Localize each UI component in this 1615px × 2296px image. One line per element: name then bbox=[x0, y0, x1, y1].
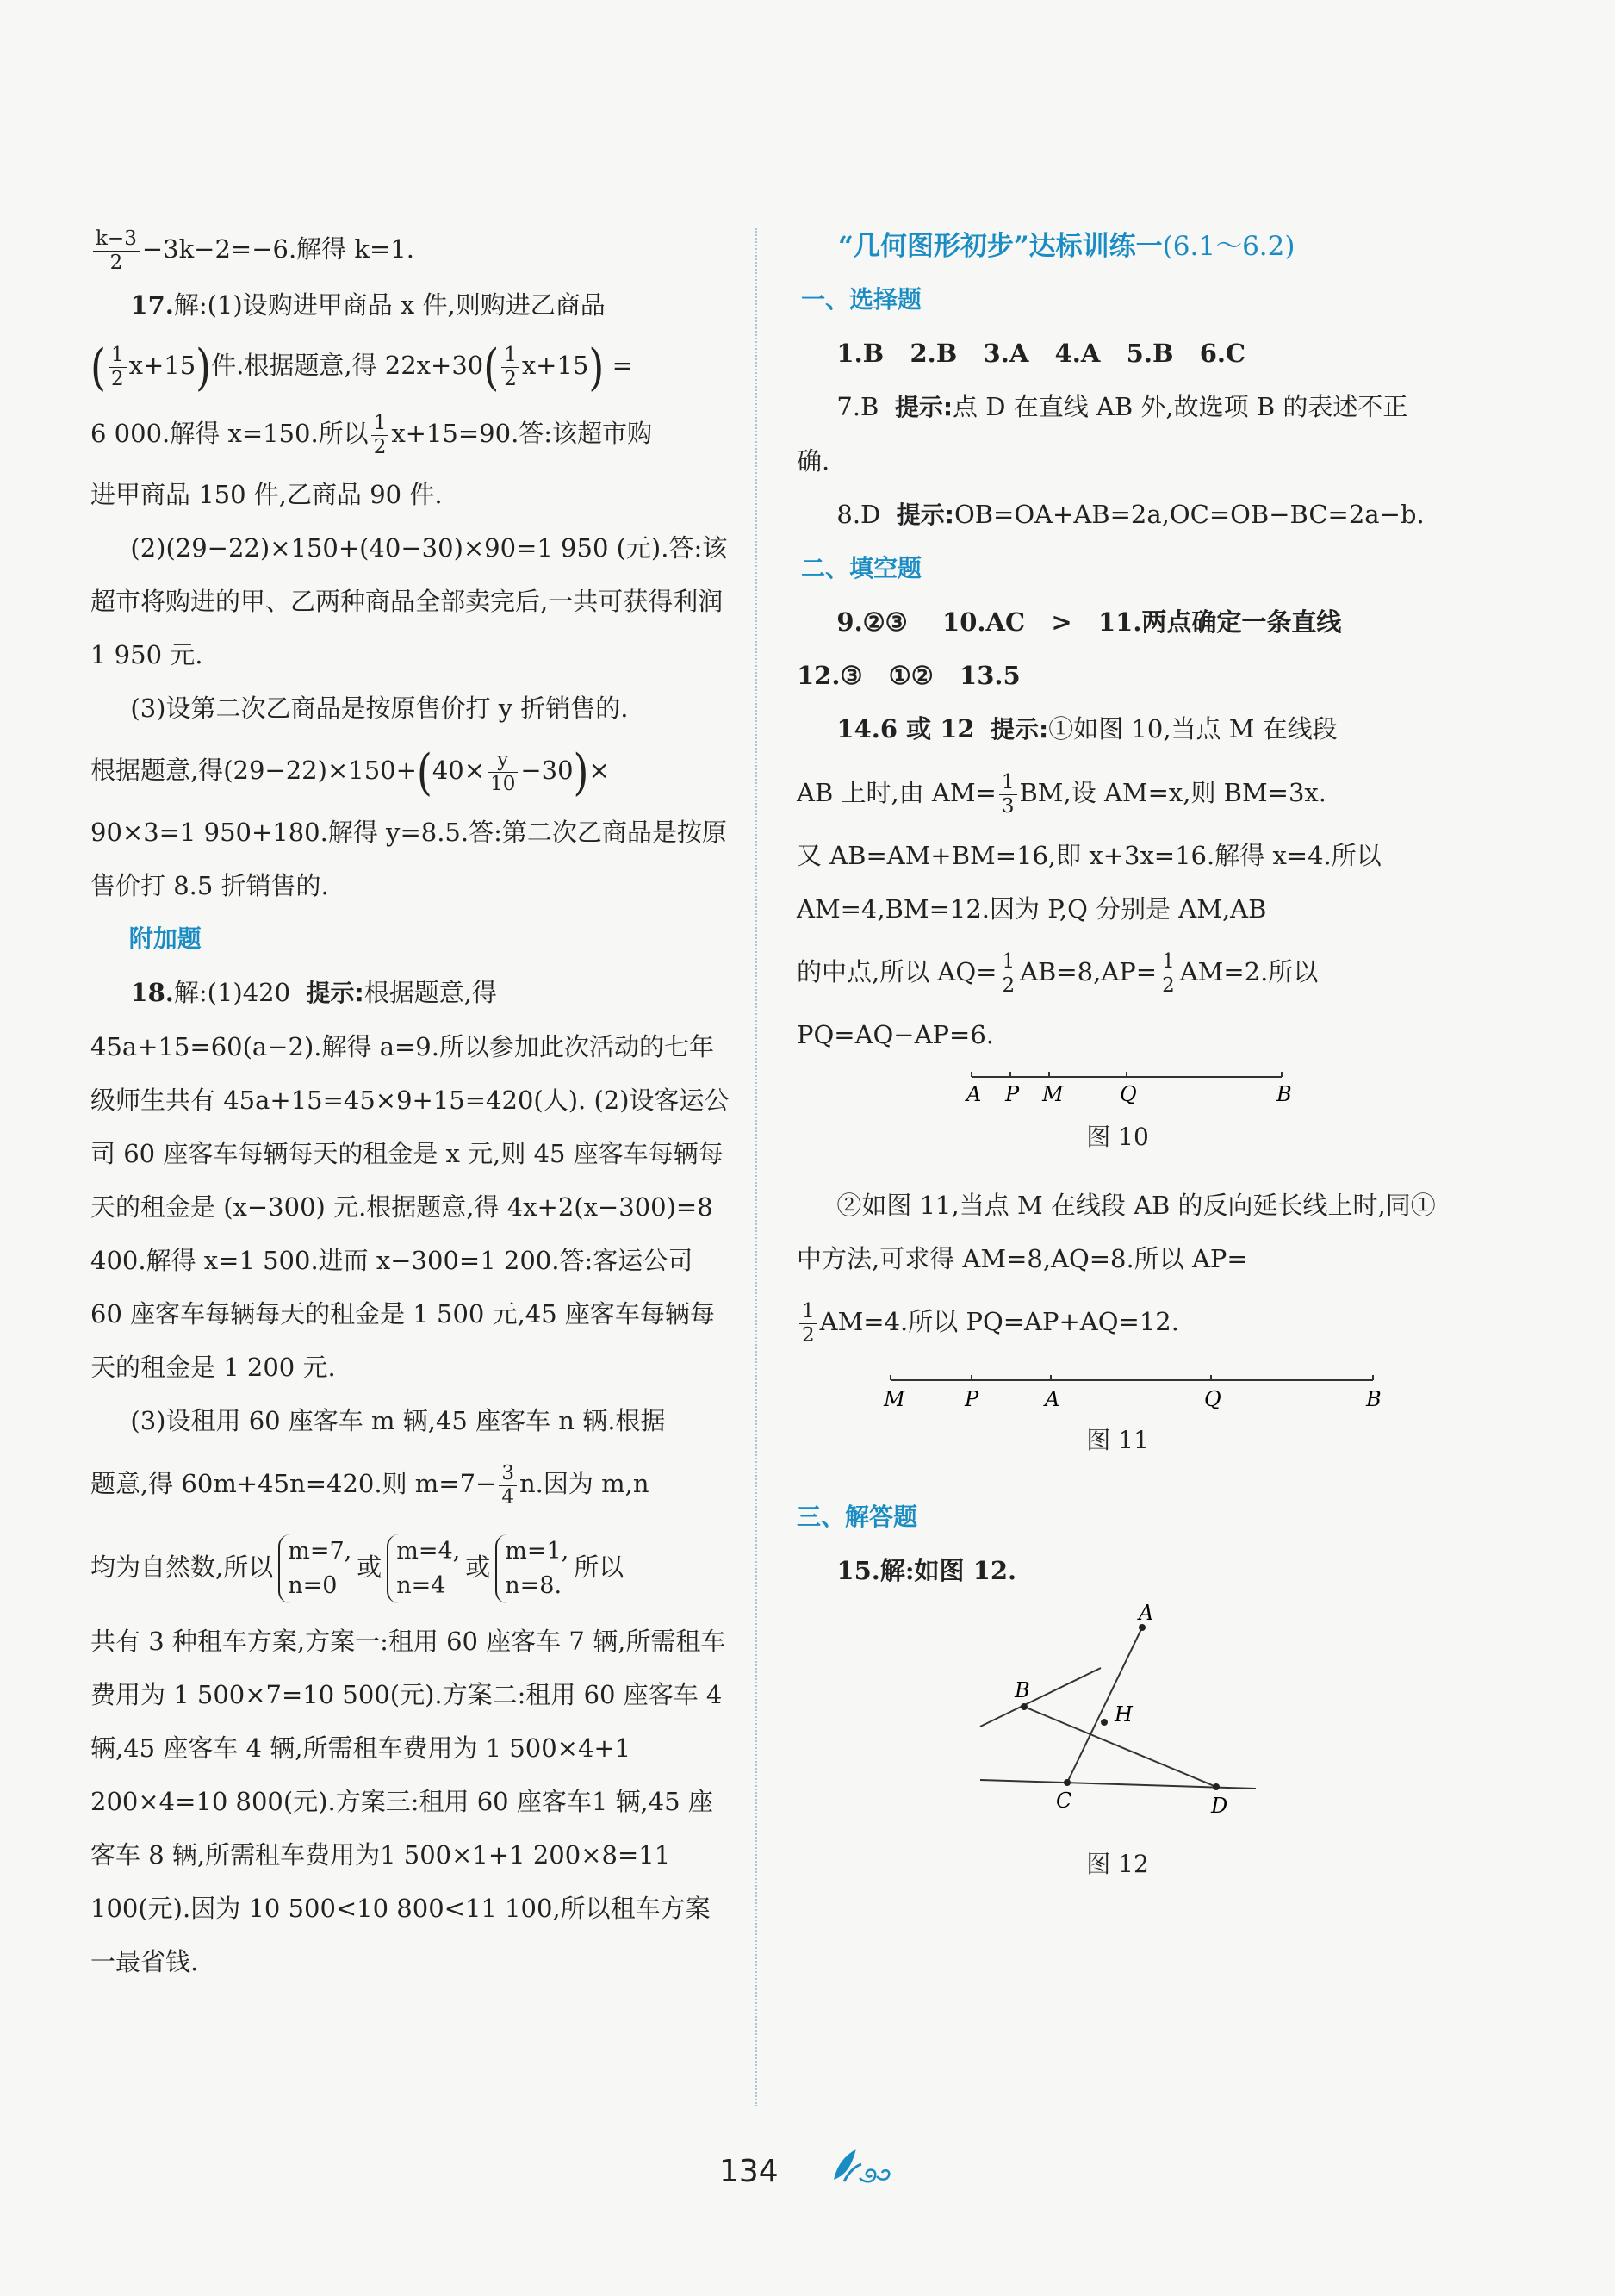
q7-hint-label: 提示: bbox=[894, 393, 953, 421]
paren-open: ( bbox=[483, 338, 500, 396]
fig12-point-B bbox=[1021, 1703, 1028, 1710]
figure-12 bbox=[963, 1601, 1273, 1839]
q18-body: 根据题意,得 45a+15=60(a−2).解得 a=9.所以参加此次活动的七年级师生共有 45a+15=45×9+15=420(人). (2)设客运公司 60 座客车每辆每天的租金是 x 元,则 45 座客车每辆每天的租金是 (x−300) 元.根据题意,得 4x+2(x−300)=8 400.解得 x=1 500.进而 x−300=1 200.答:客运公司 60 座客车每辆每天的租金是 1 500 元,45 座客车每辆每天的租金是 1 200 元. bbox=[90, 978, 730, 1382]
q18-d1: 题意,得 60m+45n=420.则 m=7− bbox=[90, 1469, 497, 1498]
q17-l2d: = bbox=[612, 351, 633, 380]
frac-den: 2 bbox=[373, 435, 387, 458]
q17-p3e: × bbox=[588, 756, 610, 785]
q17-p3d: −30 bbox=[520, 756, 574, 785]
q7-hint-text: 点 D 在直线 AB 外,故选项 B 的表述不正确. bbox=[797, 392, 1408, 476]
q17-number: 17. bbox=[130, 290, 174, 320]
q18-conclusion: 共有 3 种租车方案,方案一:租用 60 座客车 7 辆,所需租车费用为 1 500×7=10 500(元).方案二:租用 60 座客车 4 辆,45 座客车 4 辆,所需租车费用为 1 500×4+1 200×4=10 800(元).方案三:租用 60 座客车1 辆,45 座客车 8 辆,所需租车费用为1 500×1+1 200×8=11 100(元).因为 10 500<10 800<11 100,所以租车方案一最省钱. bbox=[90, 1627, 726, 1976]
section-title bbox=[797, 220, 1438, 273]
q8 bbox=[797, 488, 1438, 542]
frac-num: 1 bbox=[501, 344, 519, 368]
fig10-label-Q: Q bbox=[1119, 1082, 1137, 1106]
q18-part1 bbox=[90, 966, 732, 1394]
sys-eq: n=4 bbox=[396, 1572, 446, 1599]
q14-c1: AB 上时,由 AM= bbox=[797, 778, 997, 807]
q17-l2b: 件.根据题意,得 22x+30 bbox=[211, 351, 484, 380]
title-range: (6.1～6.2) bbox=[1162, 231, 1295, 262]
q18-systems-line bbox=[90, 1520, 732, 1615]
section-answer: 三、解答题 bbox=[797, 1503, 918, 1531]
leaf-shape bbox=[834, 2149, 856, 2180]
frac-num: 1 bbox=[999, 950, 1017, 974]
q14-h: AM=4.所以 PQ=AP+AQ=12. bbox=[819, 1307, 1179, 1336]
figure-12-diagram bbox=[963, 1601, 1273, 1839]
fraction-half bbox=[109, 344, 127, 391]
system-2 bbox=[387, 1534, 460, 1603]
q8-hint-label: 提示: bbox=[896, 501, 954, 529]
q17-l3a: 6 000.解得 x=150.所以 bbox=[90, 419, 369, 448]
q17-part2: (2)(29−22)×150+(40−30)×90=1 950 (元).答:该超市将购进的甲、乙两种商品全部卖完后,一共可获得利润 1 950 元. bbox=[90, 533, 728, 669]
q14-part2: ②如图 11,当点 M 在线段 AB 的反向延长线上时,同①中方法,可求得 AM=8,AQ=8.所以 AP= bbox=[797, 1191, 1436, 1273]
q17-line1 bbox=[90, 278, 732, 332]
fig12-point-H bbox=[1101, 1719, 1108, 1726]
figure-11 bbox=[860, 1370, 1382, 1415]
sys-eq: n=0 bbox=[288, 1572, 338, 1599]
q8-answer: 8.D bbox=[836, 500, 881, 529]
mc-answers: 1.B 2.B 3.A 4.A 5.B 6.C bbox=[836, 339, 1246, 368]
frac-num: 1 bbox=[109, 344, 127, 368]
fraction-half bbox=[1159, 950, 1177, 998]
q17-part3-line1: (3)设第二次乙商品是按原售价打 y 折销售的. bbox=[130, 694, 629, 723]
frac-den: 2 bbox=[1162, 974, 1175, 997]
swirl-2 bbox=[877, 2170, 889, 2179]
q17-l3b: x+15=90.答:该超市购 bbox=[391, 419, 653, 448]
q17-text1: 解:(1)设购进甲商品 x 件,则购进乙商品 bbox=[173, 290, 606, 320]
fig12-point-A bbox=[1139, 1624, 1146, 1631]
q18-part3-line1: (3)设租用 60 座客车 m 辆,45 座客车 n 辆.根据 bbox=[130, 1406, 666, 1435]
fig11-label-B: B bbox=[1365, 1387, 1382, 1411]
q7 bbox=[797, 380, 1438, 488]
q17-l2a: x+15 bbox=[128, 351, 196, 380]
fig11-label-M: M bbox=[883, 1387, 905, 1411]
fill-answers-2: 12.③ ①② 13.5 bbox=[797, 661, 1021, 690]
column-divider bbox=[755, 228, 757, 2106]
fig12-label-A: A bbox=[1138, 1601, 1153, 1625]
fraction-k3 bbox=[93, 227, 140, 275]
frac-num: y bbox=[488, 749, 518, 773]
q14-e2: AB=8,AP= bbox=[1020, 957, 1158, 986]
q17-line3 bbox=[90, 399, 732, 468]
q18-d2: n.因为 m,n bbox=[519, 1469, 649, 1498]
frac-den: 10 bbox=[490, 772, 516, 795]
sys-eq: m=4, bbox=[396, 1538, 461, 1565]
fraction-half bbox=[999, 950, 1017, 998]
leaf-swirl-graphic bbox=[827, 2145, 896, 2188]
fig10-label-A: A bbox=[966, 1082, 981, 1106]
q17-l2c: x+15 bbox=[521, 351, 589, 380]
paren-close: ) bbox=[196, 338, 212, 396]
frac-den: 2 bbox=[109, 251, 123, 274]
fraction-y10 bbox=[488, 749, 518, 796]
q18-number: 18. bbox=[130, 978, 174, 1007]
fig10-label-M: M bbox=[1041, 1082, 1064, 1106]
k-equation-text: −3k−2=−6.解得 k=1. bbox=[141, 234, 414, 264]
figure-10 bbox=[937, 1068, 1299, 1111]
paren-open: ( bbox=[416, 743, 432, 801]
q17-line4: 进甲商品 150 件,乙商品 90 件. bbox=[90, 480, 443, 509]
system-3 bbox=[495, 1534, 568, 1603]
frac-num: k−3 bbox=[93, 227, 140, 252]
or-text: 或 bbox=[465, 1552, 491, 1582]
q18-hint-label: 提示: bbox=[306, 979, 364, 1007]
fig12-label-H: H bbox=[1114, 1702, 1133, 1727]
fraction-threequarter bbox=[499, 1462, 517, 1509]
frac-num: 3 bbox=[499, 1462, 517, 1486]
fraction-third bbox=[999, 771, 1017, 818]
or-text: 或 bbox=[357, 1552, 382, 1582]
q14-part2-end bbox=[797, 1285, 1438, 1358]
frac-num: 1 bbox=[799, 1300, 817, 1324]
q14-answer: 14.6 或 12 bbox=[836, 714, 975, 744]
fig12-label-B: B bbox=[1014, 1678, 1030, 1702]
left-column bbox=[90, 220, 732, 1988]
fig12-label-D: D bbox=[1210, 1794, 1227, 1818]
right-column bbox=[797, 220, 1438, 1890]
figure-12-caption: 图 12 bbox=[1086, 1850, 1149, 1878]
sys-eq: m=7, bbox=[288, 1538, 352, 1565]
q18-part3-line2 bbox=[90, 1447, 732, 1520]
q17-part3-line3: 90×3=1 950+180.解得 y=8.5.答:第二次乙商品是按原售价打 8.5 折销售的. bbox=[90, 818, 727, 900]
frac-den: 2 bbox=[1002, 974, 1016, 997]
fig12-label-C: C bbox=[1055, 1789, 1071, 1813]
frac-den: 4 bbox=[501, 1485, 514, 1509]
q14-b: ①如图 10,当点 M 在线段 bbox=[1048, 714, 1338, 744]
q7-answer: 7.B bbox=[836, 392, 879, 421]
sys-eq: m=1, bbox=[505, 1538, 569, 1565]
q18-answer1: 解:(1)420 bbox=[173, 978, 291, 1007]
q14-line1 bbox=[797, 702, 1438, 756]
system-1 bbox=[278, 1534, 351, 1603]
q14-line4 bbox=[797, 936, 1438, 1008]
paren-close: ) bbox=[588, 338, 605, 396]
frac-num: 1 bbox=[999, 771, 1017, 795]
paren-close: ) bbox=[573, 743, 589, 801]
fraction-half bbox=[799, 1300, 817, 1347]
fig11-label-Q: Q bbox=[1203, 1387, 1221, 1411]
q17-part3-line2 bbox=[90, 735, 732, 806]
section-extra-title: 附加题 bbox=[128, 924, 202, 953]
q17-p3c: 40× bbox=[432, 756, 486, 785]
fig10-label-P: P bbox=[1004, 1082, 1019, 1106]
swirl-1 bbox=[860, 2170, 875, 2182]
fig12-point-C bbox=[1064, 1779, 1071, 1786]
q14-line2 bbox=[797, 756, 1438, 829]
frac-den: 2 bbox=[802, 1323, 815, 1347]
title-text: “几何图形初步”达标训练一 bbox=[838, 231, 1163, 262]
figure-10-diagram bbox=[937, 1068, 1299, 1111]
frac-den: 2 bbox=[504, 367, 517, 390]
frac-den: 2 bbox=[110, 367, 124, 390]
frac-num: 1 bbox=[371, 412, 389, 436]
q14-line3: 又 AB=AM+BM=16,即 x+3x=16.解得 x=4.所以 AM=4,BM=12.因为 P,Q 分别是 AM,AB bbox=[797, 841, 1382, 924]
frac-den: 3 bbox=[1001, 794, 1015, 818]
q18-e2: 所以 bbox=[574, 1552, 624, 1582]
fraction-half bbox=[501, 344, 519, 391]
q14-line5: PQ=AQ−AP=6. bbox=[797, 1020, 995, 1049]
q14-e3: AM=2.所以 bbox=[1179, 957, 1319, 986]
q17-line2 bbox=[90, 332, 732, 399]
leaf-swirl-icon bbox=[827, 2145, 896, 2192]
fig11-label-A: A bbox=[1044, 1387, 1059, 1411]
q14-c2: BM,设 AM=x,则 BM=3x. bbox=[1019, 778, 1326, 807]
fraction-half bbox=[371, 412, 389, 459]
figure-11-diagram bbox=[860, 1370, 1382, 1415]
line-k-result bbox=[90, 220, 732, 278]
page-number: 134 bbox=[719, 2154, 779, 2189]
sys-eq: n=8. bbox=[505, 1572, 562, 1599]
section-multiple-choice: 一、选择题 bbox=[801, 285, 922, 314]
figure-11-caption: 图 11 bbox=[1086, 1426, 1149, 1454]
fig11-label-P: P bbox=[964, 1387, 978, 1411]
q8-hint-text: OB=OA+AB=2a,OC=OB−BC=2a−b. bbox=[953, 500, 1425, 529]
q14-hint-label: 提示: bbox=[991, 715, 1049, 744]
section-fill-in: 二、填空题 bbox=[801, 554, 922, 582]
fig12-ray-B bbox=[980, 1668, 1101, 1727]
figure-10-caption: 图 10 bbox=[1086, 1123, 1149, 1151]
q14-e1: 的中点,所以 AQ= bbox=[797, 957, 997, 986]
frac-num: 1 bbox=[1159, 950, 1177, 974]
q15: 15.解:如图 12. bbox=[836, 1556, 1017, 1585]
q17-p3b: 根据题意,得(29−22)×150+ bbox=[90, 756, 417, 785]
paren-open: ( bbox=[90, 338, 106, 396]
q18-e1: 均为自然数,所以 bbox=[90, 1552, 274, 1582]
fill-answers-1: 9.②③ 10.AC > 11.两点确定一条直线 bbox=[836, 607, 1342, 637]
fig10-label-B: B bbox=[1276, 1082, 1292, 1106]
fig12-point-D bbox=[1213, 1783, 1220, 1790]
